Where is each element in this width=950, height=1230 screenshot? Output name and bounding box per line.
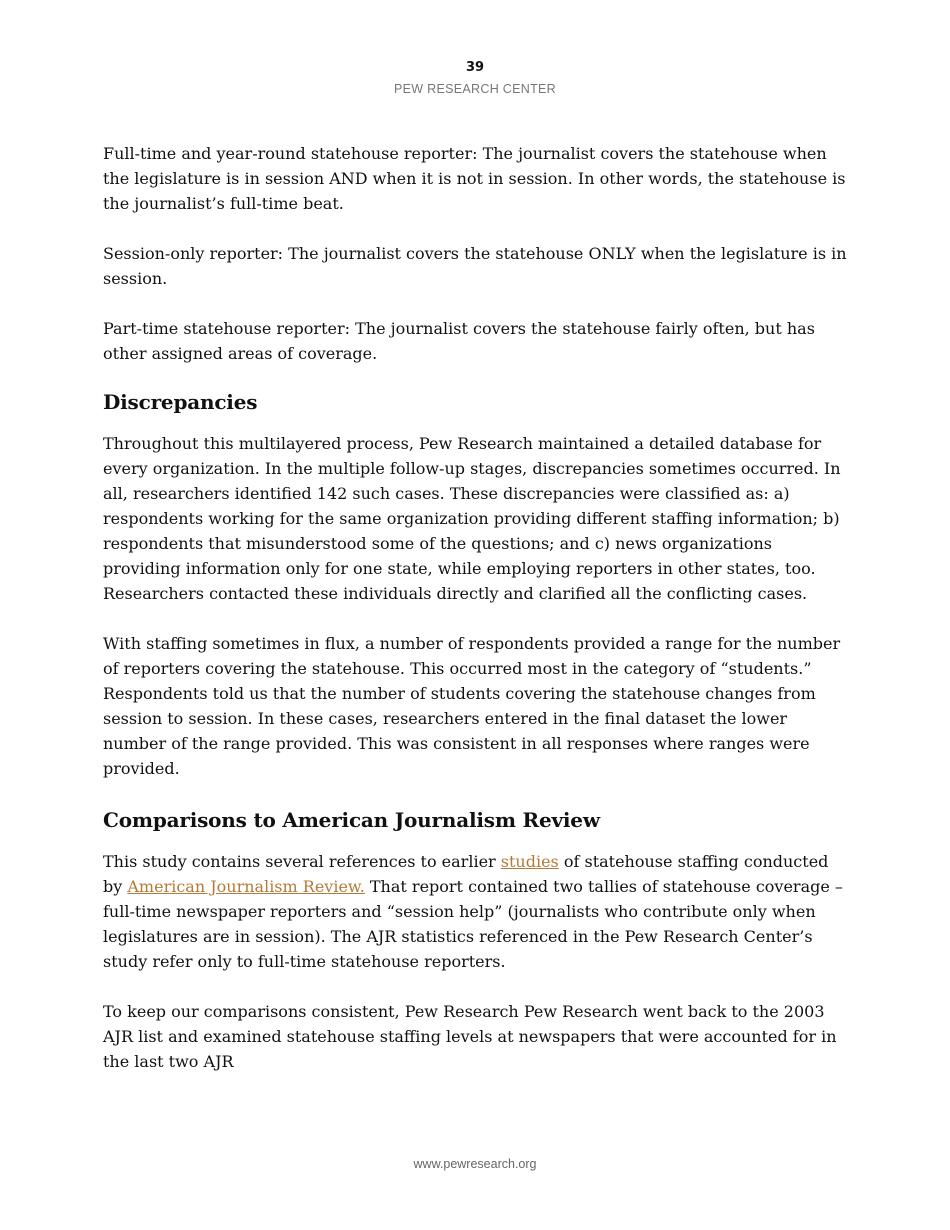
definition-full-time: Full-time and year-round statehouse reporter: The journalist covers the statehouse when the legislature is in session AND when it is not in session. In other words, the statehouse is the journalist’s full-time beat. (103, 144, 846, 213)
section-heading-discrepancies: Discrepancies (103, 390, 258, 414)
comparisons-paragraph-2: To keep our comparisons consistent, Pew Research Pew Research went back to the 2003 AJR list and examined statehouse staffing levels at newspapers that were accounted for in the last two AJR (103, 1002, 837, 1071)
definition-session-only: Session-only reporter: The journalist covers the statehouse ONLY when the legislature is in session. (103, 244, 847, 288)
definition-part-time: Part-time statehouse reporter: The journalist covers the statehouse fairly often, but has other assigned areas of coverage. (103, 319, 815, 363)
section-heading-comparisons: Comparisons to American Journalism Review (103, 808, 600, 832)
ajr-link[interactable]: American Journalism Review. (127, 877, 365, 896)
page-header (0, 59, 950, 98)
document-body (103, 141, 848, 1099)
comparisons-text-middle: of statehouse staffing conducted by (103, 852, 829, 896)
discrepancies-paragraph-1: Throughout this multilayered process, Pew Research maintained a detailed database for every organization. In the multiple follow-up stages, discrepancies sometimes occurred. In all, researchers identified 142 such cases. These discrepancies were classified as: a) respondents working for the same organization providing different staffing information; b) respondents that misunderstood some of the questions; and c) news organizations providing information only for one state, while employing reporters in other states, too. Researchers contacted these individuals directly and clarified all the conflicting cases. (103, 434, 841, 603)
discrepancies-paragraph-2: With staffing sometimes in flux, a number of respondents provided a range for the number of reporters covering the statehouse. This occurred most in the category of “students.” Respondents told us that the number of students covering the statehouse changes from session to session. In these cases, researchers entered in the final dataset the lower number of the range provided. This was consistent in all responses where ranges were provided. (103, 634, 841, 778)
org-name: PEW RESEARCH CENTER (394, 82, 556, 96)
page-number: 39 (465, 60, 485, 75)
comparisons-paragraph-1 (103, 849, 848, 974)
comparisons-text-before: This study contains several references to earlier (103, 852, 501, 871)
studies-link[interactable]: studies (500, 852, 559, 871)
footer-url: www.pewresearch.org (413, 1157, 537, 1171)
comparisons-text-after: That report contained two tallies of statehouse coverage – full-time newspaper reporters and “session help” (journalists who contribute only when legislatures are in session). The AJR statistics referenced in the Pew Research Center’s study refer only to full-time statehouse reporters. (103, 877, 843, 971)
